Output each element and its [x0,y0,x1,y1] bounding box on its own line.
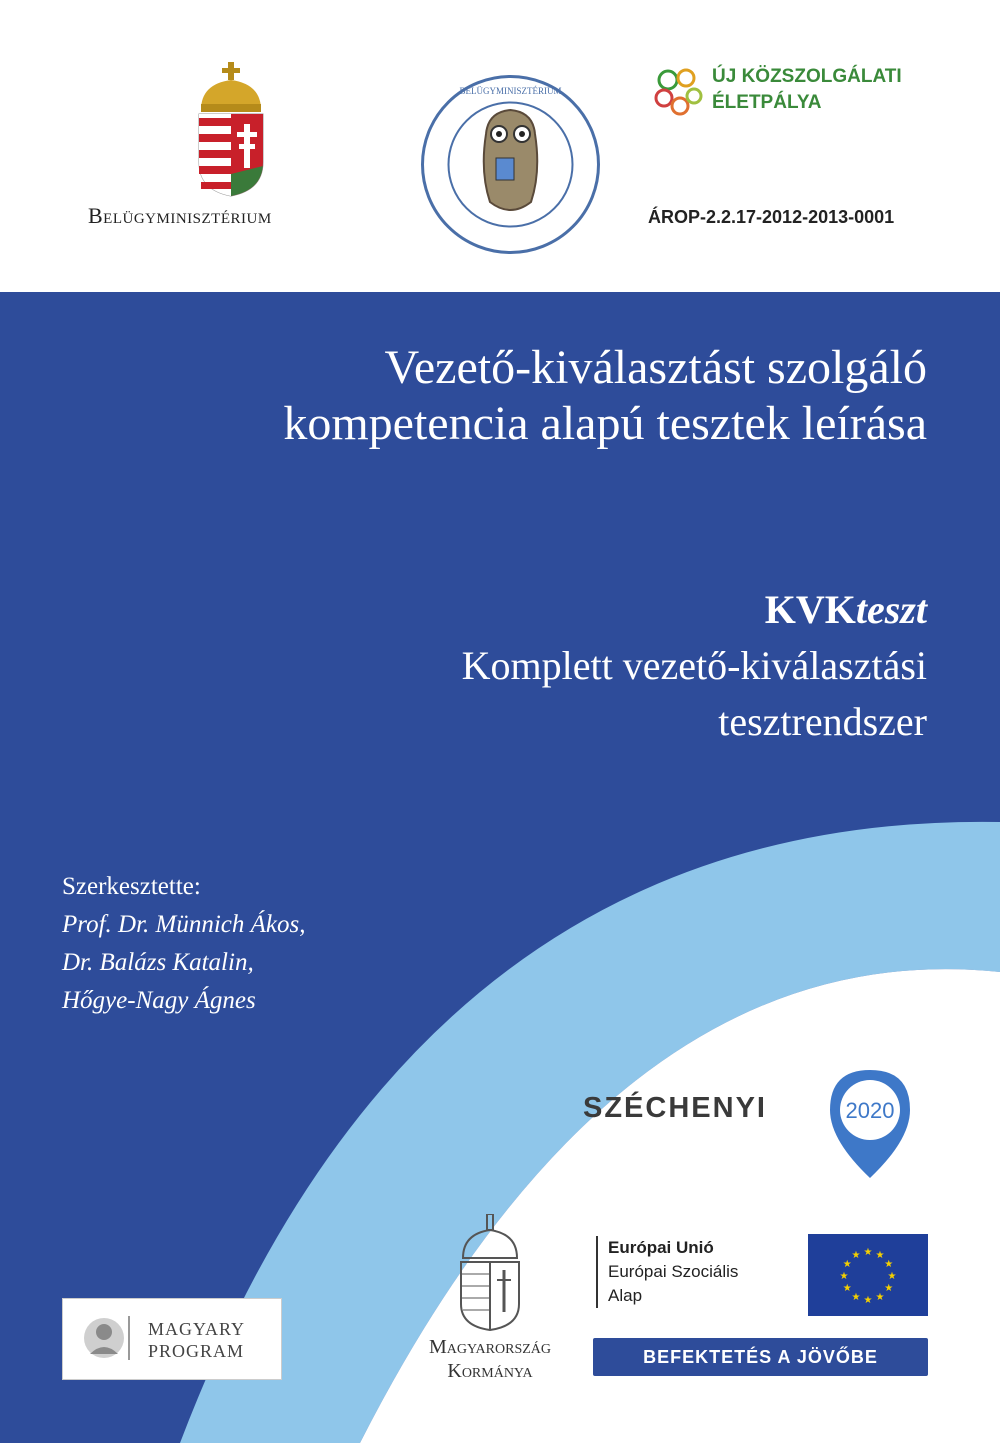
szechenyi-year: 2020 [845,1098,895,1123]
eu-star: ★ [839,1271,849,1282]
coat-of-arms-icon [195,62,267,197]
eu-star: ★ [842,1283,852,1294]
kvk-teszt-label [127,582,927,638]
eu-star: ★ [887,1271,897,1282]
subtitle-line-2: tesztrendszer [718,699,927,744]
uj-line-1: ÚJ KÖZSZOLGÁLATI [712,66,902,87]
title-line-2: kompetencia alapú tesztek leírása [283,397,927,450]
eu-star: ★ [884,1259,894,1270]
kormany-line-2: Kormánya [447,1360,533,1382]
befektetes-banner: BEFEKTETÉS A JÖVŐBE [593,1338,928,1376]
editors-label: Szerkesztette: [62,873,201,900]
eu-star: ★ [851,1250,861,1262]
eu-star: ★ [863,1295,873,1306]
editor-name: Hőgye-Nagy Ágnes [62,987,256,1014]
eu-line-2: Európai Szociális [608,1262,739,1281]
ministry-label: Belügyminisztérium [88,203,272,228]
magyary-text [148,1318,245,1362]
government-label [400,1335,580,1383]
eu-star: ★ [851,1291,861,1303]
kvk-italic: teszt [855,587,927,632]
magyary-portrait-icon [82,1312,136,1364]
kormany-line-1: Magyarország [428,1336,552,1358]
uj-line-2: ÉLETPÁLYA [712,92,822,113]
magyary-line-2: PROGRAM [148,1341,245,1361]
editors-block [62,868,306,1020]
editor-name: Dr. Balázs Katalin, [62,949,254,976]
magyary-line-1: MAGYARY [148,1319,246,1339]
seal-text: BELÜGYMINISZTÉRIUM [459,86,562,96]
title-line-1: Vezető-kiválasztást szolgáló [384,341,927,394]
eu-text-block [596,1236,738,1308]
eu-star: ★ [863,1247,873,1258]
eu-star: ★ [884,1283,894,1294]
eu-flag-icon [808,1234,928,1316]
eu-star: ★ [842,1259,852,1270]
cover-subtitle [127,582,927,750]
eu-line-3: Alap [608,1286,643,1305]
uj-kozszolgalati-text [712,64,902,116]
editor-name: Prof. Dr. Münnich Ákos, [62,911,306,938]
eu-line-1: Európai Unió [608,1238,714,1257]
project-code: ÁROP-2.2.17-2012-2013-0001 [648,207,895,227]
szechenyi-pin-icon [826,1066,914,1182]
kvk-bold: KVK [764,587,856,632]
government-coat-of-arms-icon [455,1214,525,1332]
cover-title [27,340,927,452]
eu-star: ★ [875,1291,885,1303]
eu-star: ★ [875,1250,885,1262]
szechenyi-label: SZÉCHENYI [583,1092,767,1124]
uj-kozszolgalati-logo-icon [652,66,708,122]
subtitle-line-1: Komplett vezető-kiválasztási [461,643,927,688]
owl-seal-icon [418,72,603,257]
